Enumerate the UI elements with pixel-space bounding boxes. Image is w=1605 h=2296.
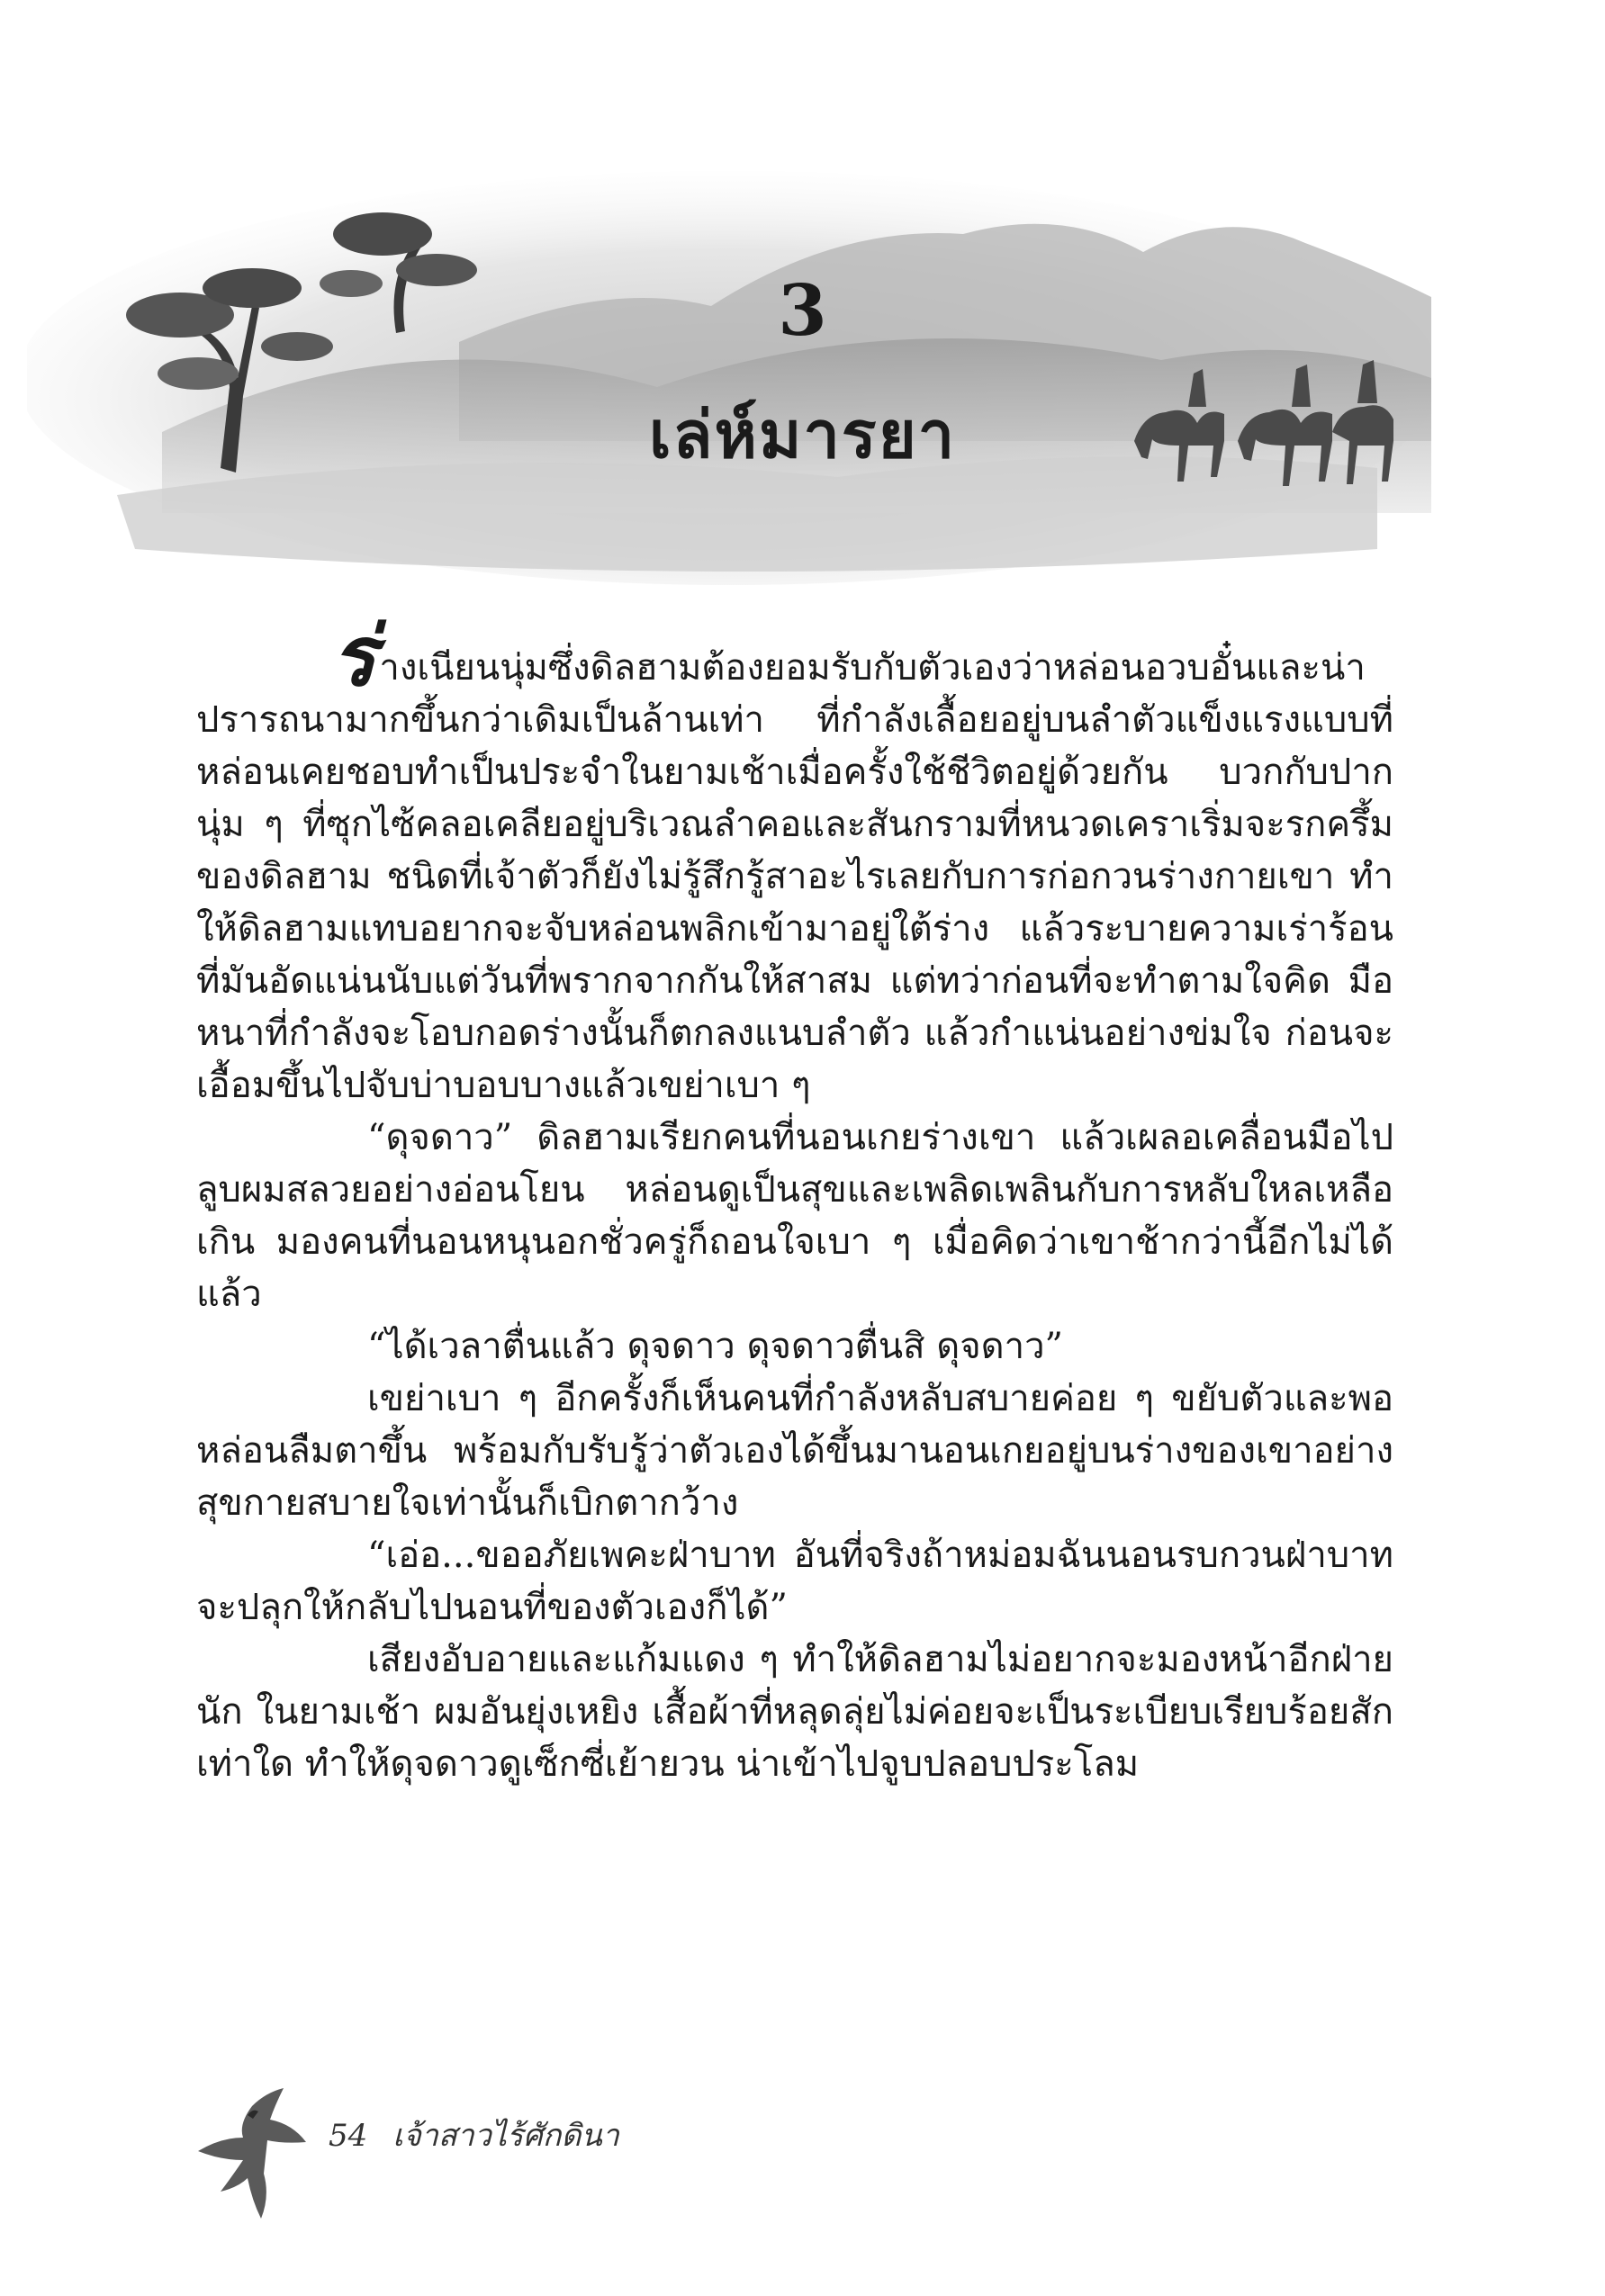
eagle-icon xyxy=(194,2088,311,2223)
header-illustration xyxy=(27,171,1431,585)
footer-caption xyxy=(329,2111,645,2159)
paragraph-4: เขย่าเบา ๆ อีกครั้งก็เห็นคนที่กำลังหลับสบายค่อย ๆ ขยับตัวและพอหล่อนลืมตาขึ้น พร้อมกับรับรู้ว่าตัวเองได้ขึ้นมานอนเกยอยู่บนร่างของเขาอย่างสุขกายสบายใจเท่านั้นก็เบิกตากว้าง xyxy=(196,1378,1393,1524)
chapter-number: 3 xyxy=(778,270,827,352)
paragraph-1 xyxy=(196,608,1393,1112)
paragraph-2: “ดุจดาว” ดิลฮามเรียกคนที่นอนเกยร่างเขา แล้วเผลอเคลื่อนมือไปลูบผมสลวยอย่างอ่อนโยน หล่อนดูเป็นสุขและเพลิดเพลินกับการหลับใหลเหลือเกิน มองคนที่นอนหนุนอกชั่วครู่ก็ถอนใจเบา ๆ เมื่อคิดว่าเขาช้ากว่านี้อีกไม่ได้แล้ว xyxy=(196,1117,1393,1315)
drop-cap: ร่ xyxy=(331,608,376,705)
chapter-body xyxy=(196,608,1393,1790)
paragraph-6: เสียงอับอายและแก้มแดง ๆ ทำให้ดิลฮามไม่อยากจะมองหน้าอีกฝ่ายนัก ในยามเช้า ผมอันยุ่งเหยิง เสื้อผ้าที่หลุดลุ่ยไม่ค่อยจะเป็นระเบียบเรียบร้อยสักเท่าใด ทำให้ดุจดาวดูเซ็กซี่เย้ายวน น่าเข้าไปจูบปลอบประโลม xyxy=(196,1639,1393,1785)
paragraph-1-text: างเนียนนุ่มซึ่งดิลฮามต้องยอมรับกับตัวเองว่าหล่อนอวบอั๋นและน่าปรารถนามากขึ้นกว่าเดิมเป็นล้านเท่า ที่กำลังเลื้อยอยู่บนลำตัวแข็งแรงแบบที่หล่อนเคยชอบทำเป็นประจำในยามเช้าเมื่อครั้งใช้ชีวิตอยู่ด้วยกัน บวกกับปากนุ่ม ๆ ที่ซุกไซ้คลอเคลียอยู่บริเวณลำคอและสันกรามที่หนวดเคราเริ่มจะรกครึ้มของดิลฮาม ชนิดที่เจ้าตัวก็ยังไม่รู้สึกรู้สาอะไรเลยกับการก่อกวนร่างกายเขา ทำให้ดิลฮามแทบอยากจะจับหล่อนพลิกเข้ามาอยู่ใต้ร่าง แล้วระบายความเร่าร้อนที่มันอัดแน่นนับแต่วันที่พรากจากกันให้สาสม แต่ทว่าก่อนที่จะทำตามใจคิด มือหนาที่กำลังจะโอบกอดร่างนั้นก็ตกลงแนบลำตัว แล้วกำแน่นอย่างข่มใจ ก่อนจะเอื้อมขึ้นไปจับบ่าบอบบางแล้วเขย่าเบา ๆ xyxy=(196,647,1393,1106)
page-footer xyxy=(194,2088,824,2223)
paragraph-3: “ได้เวลาตื่นแล้ว ดุจดาว ดุจดาวตื่นสิ ดุจดาว” xyxy=(367,1326,1063,1367)
paragraph-5: “เอ่อ...ขออภัยเพคะฝ่าบาท อันที่จริงถ้าหม่อมฉันนอนรบกวนฝ่าบาทจะปลุกให้กลับไปนอนที่ของตัวเองก็ได้” xyxy=(196,1535,1393,1628)
chapter-title: เล่ห์มารยา xyxy=(648,397,957,473)
book-title: เจ้าสาวไร้ศักดินา xyxy=(392,2118,619,2154)
page-number: 54 xyxy=(329,2118,368,2154)
